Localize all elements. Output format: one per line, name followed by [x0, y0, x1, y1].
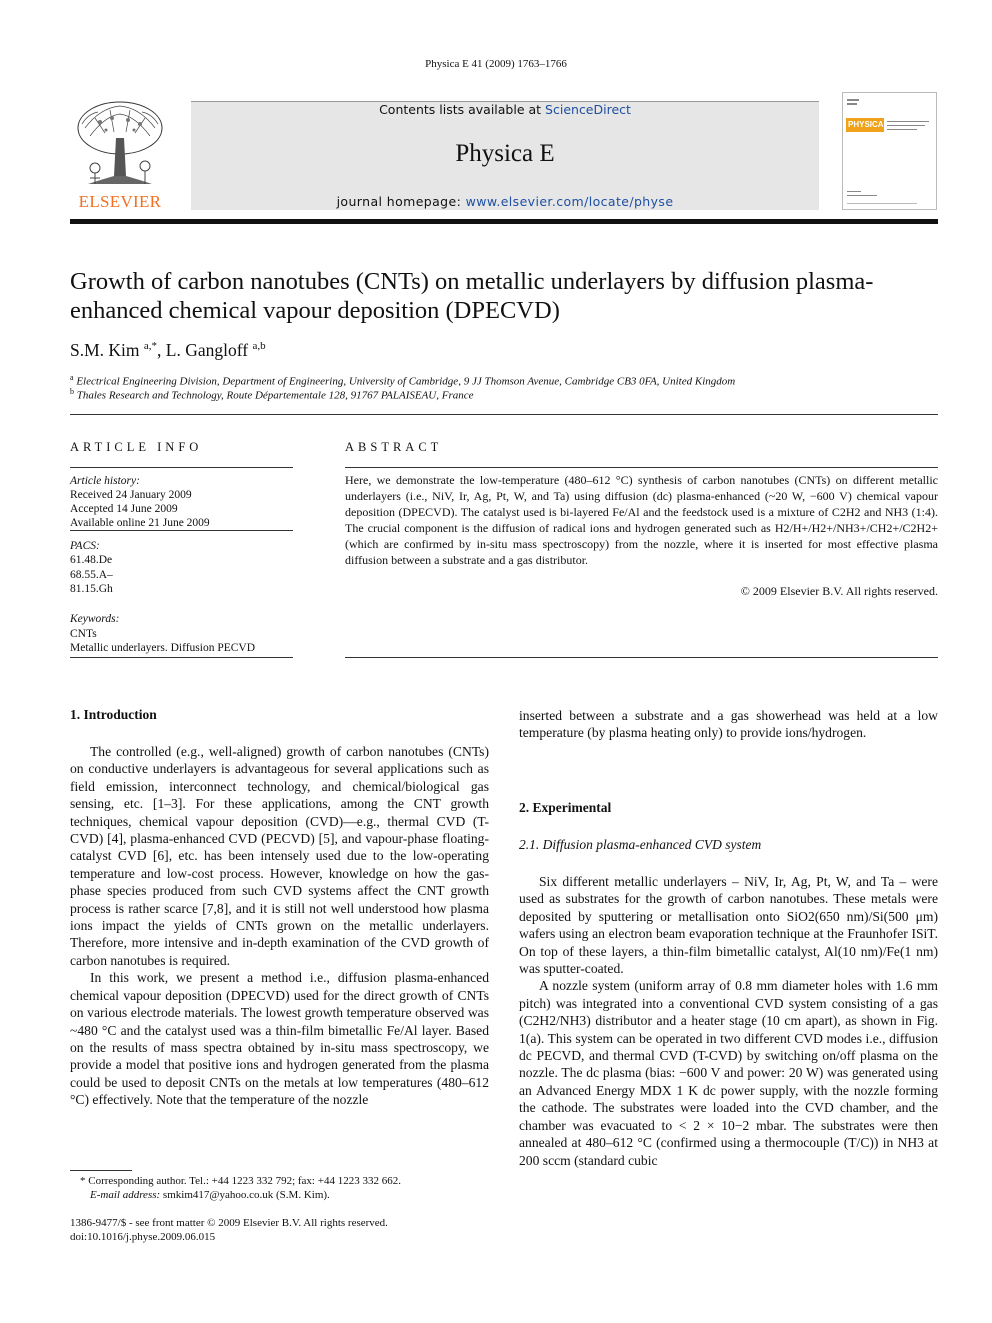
affiliation-text: Thales Research and Technology, Route Départementale 128, 91767 PALAISEAU, France: [76, 389, 474, 402]
doi-line[interactable]: doi:10.1016/j.physe.2009.06.015: [70, 1231, 216, 1243]
pacs-code: 68.55.A–: [70, 569, 113, 581]
homepage-line: [191, 194, 819, 209]
homepage-prefix: journal homepage:: [336, 194, 466, 209]
keyword: CNTs: [70, 628, 97, 640]
divider: [345, 657, 938, 658]
article-info-heading: ARTICLE INFO: [70, 440, 203, 454]
online-date: Available online 21 June 2009: [70, 517, 210, 529]
abstract-copyright: © 2009 Elsevier B.V. All rights reserved.: [740, 584, 938, 598]
affiliation-b: [70, 387, 474, 402]
keywords-label: Keywords:: [70, 613, 120, 625]
affiliation-text: Electrical Engineering Division, Department of Engineering, University of Cambridge, 9 JJ Thomson Avenue, Cambridge CB3 0FA, United Kingdom: [76, 375, 736, 388]
footnote-rule: [70, 1170, 132, 1171]
author-name[interactable]: L. Gangloff: [165, 340, 249, 360]
author-list: [70, 340, 266, 361]
header-rule: [70, 219, 938, 224]
author-separator: ,: [157, 340, 166, 360]
divider: [345, 467, 938, 468]
cover-label: PHYSICA: [848, 120, 884, 129]
received-date: Received 24 January 2009: [70, 489, 192, 501]
contents-prefix: Contents lists available at: [379, 102, 546, 117]
history-label: Article history:: [70, 475, 140, 487]
abstract-heading: ABSTRACT: [345, 440, 443, 454]
accepted-date: Accepted 14 June 2009: [70, 503, 178, 515]
email-note: [90, 1189, 330, 1201]
pacs-code: 61.48.De: [70, 554, 113, 566]
journal-cover-thumbnail: [842, 92, 937, 210]
divider: [70, 657, 293, 658]
pacs-code: 81.15.Gh: [70, 583, 113, 595]
corresponding-author-note: * Corresponding author. Tel.: +44 1223 332 792; fax: +44 1223 332 662.: [80, 1175, 401, 1187]
contents-line: [191, 102, 819, 117]
keyword: Metallic underlayers. Diffusion PECVD: [70, 642, 256, 654]
author-marks: a,*: [143, 340, 158, 353]
email-address[interactable]: smkim417@yahoo.co.uk (S.M. Kim).: [162, 1189, 330, 1201]
issn-line: 1386-9477/$ - see front matter © 2009 Elsevier B.V. All rights reserved.: [70, 1217, 388, 1229]
affiliation-mark: a: [70, 373, 74, 382]
abstract-text: Here, we demonstrate the low-temperature (480–612 °C) synthesis of carbon nanotubes (CNTs) on different metallic underlayers (i.e., NiV, Ir, Ag, Pt, W, and Ta) using diffusion (dc) plasma-enhanced (~20 W, −600 V) chemical vapour deposition (DPECVD). The catalyst used is bi-layered Fe/Al and the feedstock used is a mixture of C2H2 and NH3 (1:4). The crucial component is the diffusion of radical ions and hydrogen generated such as H2/H+/H2+/NH3+/CH2+/C2H2+ (which are confirmed by in-situ mass spectroscopy) from the nozzle, where it is inserted for most effective plasma diffusion between a substrate and a gas distributor.: [345, 473, 938, 567]
divider: [70, 530, 293, 531]
paragraph: Six different metallic underlayers – NiV, Ir, Ag, Pt, W, and Ta – were used as substrates for the growth of carbon nanotubes. These metals were deposited by sputtering or metallisation onto SiO2(650 nm)/Si(500 μm) wafers using an electron beam evaporation technique at the Fraunhofer ISiT. On top of these layers, a thin-film bimetallic catalyst, Al(10 nm)/Fe(1 nm) was sputter-coated.: [519, 874, 938, 977]
journal-reference: Physica E 41 (2009) 1763–1766: [425, 58, 567, 70]
divider: [70, 414, 938, 415]
paragraph: In this work, we present a method i.e., diffusion plasma-enhanced chemical vapour deposition (DPECVD) used for the direct growth of CNTs on various electrode materials. The lowest growth temperature observed was ~480 °C and the catalyst used was a thin-film bimetallic Fe/Al layer. Based on the results of mass spectra obtained by in-situ mass spectroscopy, we provide a model that positive ions and hydrogen generated from the plasma could be used to deposit CNTs on the metals at low temperatures (480–612 °C) effectively. Note that the temperature of the nozzle: [70, 970, 489, 1108]
email-label: E-mail address:: [90, 1189, 161, 1201]
journal-title: Physica E: [455, 140, 555, 167]
introduction-body: [70, 743, 489, 1109]
affiliation-mark: b: [70, 387, 74, 396]
experimental-body: [519, 873, 938, 1169]
sciencedirect-link[interactable]: ScienceDirect: [545, 102, 631, 117]
paragraph: inserted between a substrate and a gas showerhead was held at a low temperature (by plasma heating only) to provide ions/hydrogen.: [519, 708, 938, 741]
paragraph: The controlled (e.g., well-aligned) growth of carbon nanotubes (CNTs) on conductive underlayers is advantageous for several applications such as field emission, interconnect technology, and chemical/biological gas sensing, etc. [1–3]. For these applications, among the CNT growth techniques, chemical vapour deposition (CVD)—e.g., thermal CVD (T-CVD) [4], plasma-enhanced CVD (PECVD) [5], and vapour-phase floating-catalyst CVD [6], etc. has been intensely used due to the low-operating temperature and low-cost process. However, knowledge on how the gas-phase species produced from such CVD systems affect the CNT growth process is rather scarce [7,8], and it is still not well understood how plasma ions impact the yields of CNTs grown on the metallic underlayers. Therefore, more intensive and in-depth examination of the CVD growth of carbon nanotubes is required.: [70, 744, 489, 968]
journal-homepage-link[interactable]: www.elsevier.com/locate/physe: [465, 194, 674, 209]
author-name[interactable]: S.M. Kim: [70, 340, 140, 360]
paragraph: A nozzle system (uniform array of 0.8 mm diameter holes with 1.6 mm pitch) was integrated into a conventional CVD system consisting of a gas (C2H2/NH3) distributor and a heater stage (10 cm apart), as shown in Fig. 1(a). This system can be operated in two different CVD modes i.e., diffusion dc PECVD, and thermal CVD (T-CVD) by switching on/off plasma on the nozzle. The dc plasma (bias: −600 V and power: 20 W) was generated using an Advanced Energy MDX 1 K dc power supply, with the nozzle forming the cathode. The substrates were loaded into the CVD chamber, and the chamber was evacuated to < 2 × 10−2 mbar. The substrates were then annealed at 480–612 °C (confirmed using a thermocouple (T/C)) in NH3 at 200 sccm (standard cubic: [519, 978, 938, 1168]
article-title: Growth of carbon nanotubes (CNTs) on metallic underlayers by diffusion plasma-enhanced chemical vapour deposition (DPECVD): [70, 268, 874, 324]
author-marks: a,b: [252, 340, 266, 353]
elsevier-wordmark: ELSEVIER: [78, 192, 162, 211]
divider: [70, 467, 293, 468]
pacs-label: PACS:: [70, 540, 100, 552]
experimental-subheading: 2.1. Diffusion plasma-enhanced CVD system: [519, 837, 762, 852]
introduction-continued: [519, 707, 938, 742]
experimental-heading: 2. Experimental: [519, 800, 612, 815]
introduction-heading: 1. Introduction: [70, 707, 157, 722]
affiliation-a: [70, 373, 735, 388]
